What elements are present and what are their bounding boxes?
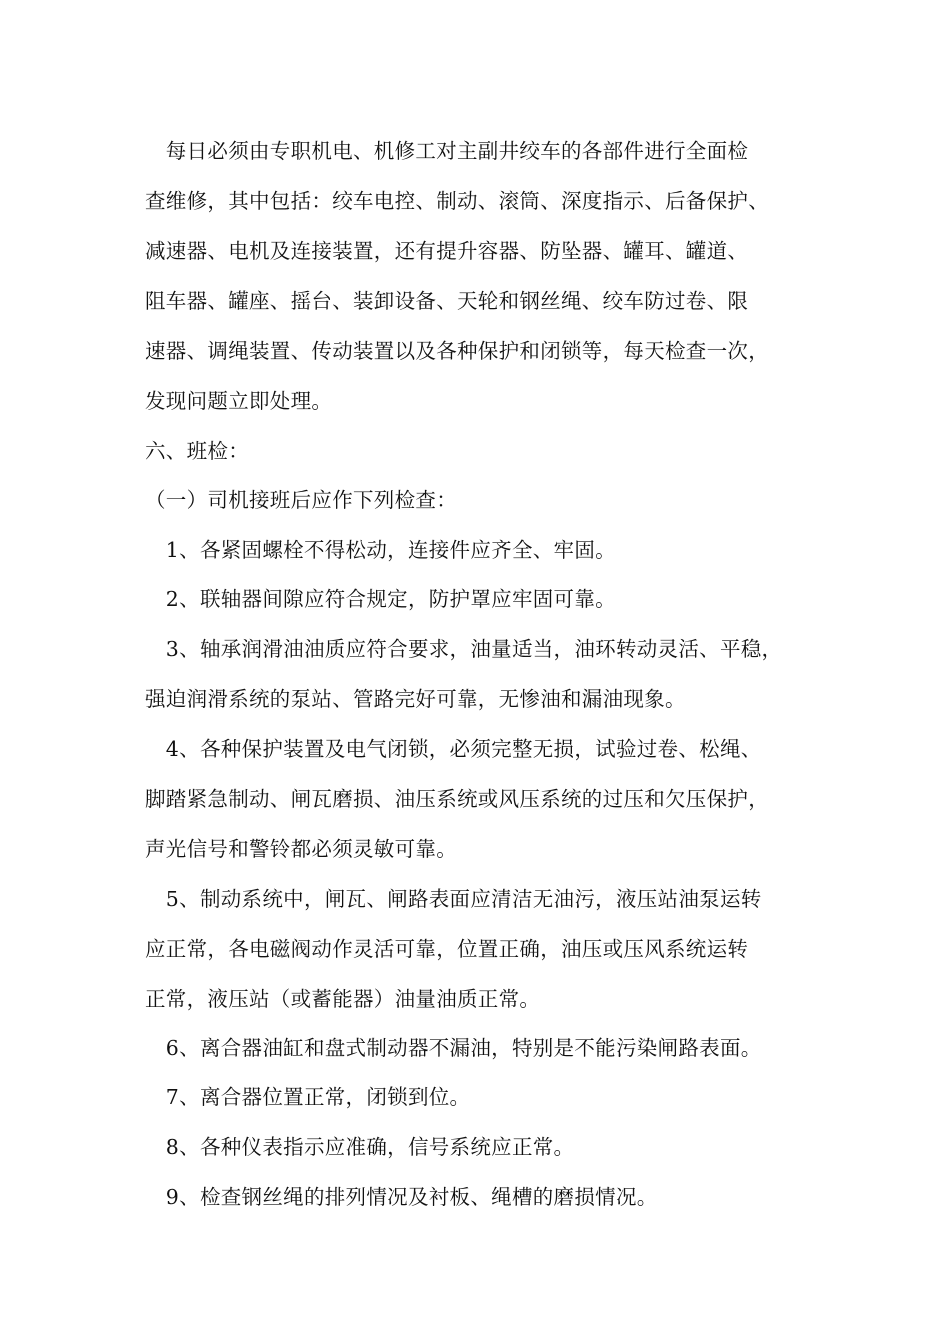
list-item: 2、联轴器间隙应符合规定，防护罩应牢固可靠。 <box>145 587 616 611</box>
list-item: 9、检查钢丝绳的排列情况及衬板、绳槽的磨损情况。 <box>145 1185 658 1209</box>
paragraph-line: 每日必须由专职机电、机修工对主副井绞车的各部件进行全面检 <box>145 139 749 163</box>
list-item-continuation: 脚踏紧急制动、闸瓦磨损、油压系统或风压系统的过压和欠压保护， <box>145 787 769 811</box>
section-heading: 六、班检： <box>145 439 249 463</box>
paragraph-line: 查维修，其中包括：绞车电控、制动、滚筒、深度指示、后备保护、 <box>145 189 769 213</box>
list-item: 7、离合器位置正常，闭锁到位。 <box>145 1085 471 1109</box>
paragraph-line: 速器、调绳装置、传动装置以及各种保护和闭锁等，每天检查一次， <box>145 339 769 363</box>
list-item: 6、离合器油缸和盘式制动器不漏油，特别是不能污染闸路表面。 <box>145 1036 762 1060</box>
list-item-continuation: 声光信号和警铃都必须灵敏可靠。 <box>145 837 457 861</box>
list-item: 3、轴承润滑油油质应符合要求，油量适当，油环转动灵活、平稳， <box>145 637 783 661</box>
list-item: 4、各种保护装置及电气闭锁，必须完整无损，试验过卷、松绳、 <box>145 737 762 761</box>
list-item-continuation: 强迫润滑系统的泵站、管路完好可靠，无惨油和漏油现象。 <box>145 687 686 711</box>
list-item: 8、各种仪表指示应准确，信号系统应正常。 <box>145 1135 575 1159</box>
subsection-heading: （一）司机接班后应作下列检查： <box>145 488 457 512</box>
paragraph-line: 减速器、电机及连接装置，还有提升容器、防坠器、罐耳、罐道、 <box>145 239 749 263</box>
list-item-continuation: 正常，液压站（或蓄能器）油量油质正常。 <box>145 987 541 1011</box>
list-item: 5、制动系统中，闸瓦、闸路表面应清洁无油污，液压站油泵运转 <box>145 887 762 911</box>
paragraph-line: 发现问题立即处理。 <box>145 389 333 413</box>
list-item-continuation: 应正常，各电磁阀动作灵活可靠，位置正确，油压或压风系统运转 <box>145 937 749 961</box>
paragraph-line: 阻车器、罐座、摇台、装卸设备、天轮和钢丝绳、绞车防过卷、限 <box>145 289 749 313</box>
list-item: 1、各紧固螺栓不得松动，连接件应齐全、牢固。 <box>145 538 616 562</box>
